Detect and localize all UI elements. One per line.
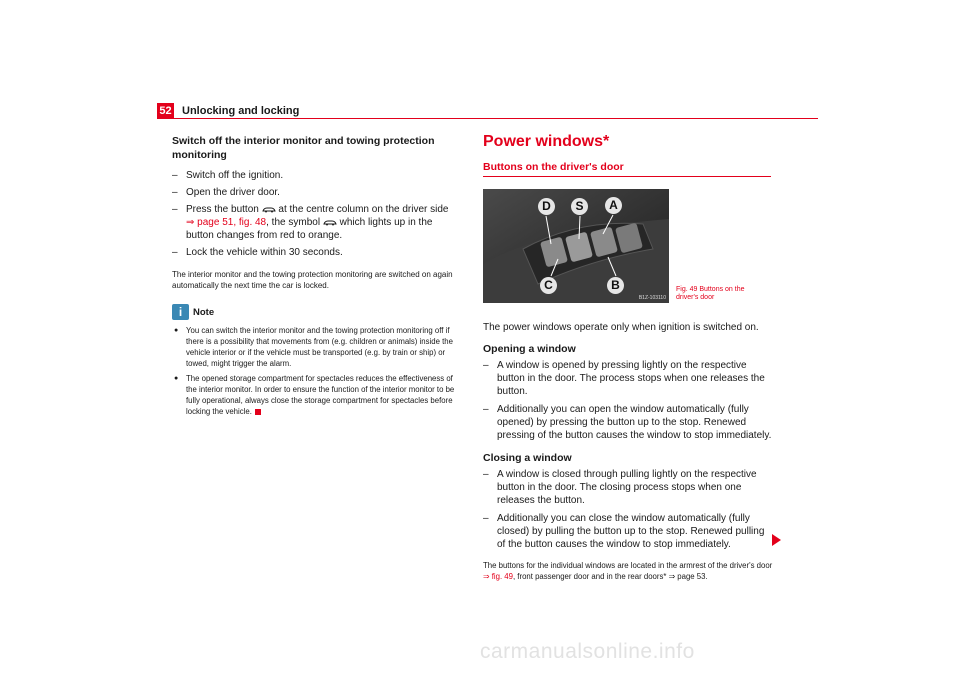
subsection-rule <box>483 176 771 177</box>
arrow-glyph: ⇒ <box>483 572 490 581</box>
next-page-arrow-icon[interactable] <box>772 534 781 546</box>
car-alarm-icon <box>323 219 337 226</box>
label-B: B <box>607 277 624 294</box>
page-53-link[interactable]: page 53. <box>677 572 708 581</box>
closing-heading: Closing a window <box>483 452 572 464</box>
door-buttons-figure <box>483 189 669 303</box>
note-block <box>172 303 462 417</box>
footnote: The buttons for the individual windows are located in the armrest of the driver's door ⇒ fig. 49, front passenger door and in the rear doors* ⇒ page 53. <box>483 561 773 581</box>
list-item: – Additionally you can close the window automatically (fully closed) by pulling the button up to the stop. Renewed pulling of the button causes the window to stop immediately. <box>483 513 765 550</box>
list-item: – Lock the vehicle within 30 seconds. <box>172 247 343 258</box>
note-bullet: ● You can switch the interior monitor and the towing protection monitoring off if there is a possibility that movements from (e.g. children or animals) inside the vehicle interior or if the vehicle must be transported (e.g. by train or ship) or towed, might trigger the alarm. <box>174 326 453 368</box>
label-S: S <box>571 198 588 215</box>
fig-49-link[interactable]: fig. 49 <box>491 572 513 581</box>
car-alarm-icon <box>262 206 276 213</box>
list-item: – Switch off the ignition. <box>172 170 284 181</box>
list-item: – Additionally you can open the window automatically (fully opened) by pressing the button up to the stop. Renewed pressing of the button causes the window to stop immediately. <box>483 404 772 441</box>
info-text: The interior monitor and the towing protection monitoring are switched on again automatically the next time the car is locked. <box>172 270 453 290</box>
list-item: – Press the button at the centre column on the driver side ⇒ page 51, fig. 48, the symbol which lights up in the button changes from red to orange. <box>172 204 449 241</box>
section-title: Power windows* <box>483 133 610 150</box>
opening-heading: Opening a window <box>483 343 576 355</box>
subsection-title: Buttons on the driver's door <box>483 161 624 173</box>
label-D: D <box>538 198 555 215</box>
page-number: 52 <box>157 103 174 119</box>
figure-code: B1Z-103110 <box>638 295 666 301</box>
page-51-link[interactable]: page 51, fig. 48 <box>197 217 267 228</box>
monitor-heading: Switch off the interior monitor and towing protection monitoring <box>172 135 435 161</box>
note-title: Note <box>193 306 215 318</box>
end-marker-icon <box>255 409 261 415</box>
list-item: – A window is opened by pressing lightly on the respective button in the door. The process stops when one releases the button. <box>483 360 765 397</box>
arrow-glyph: ⇒ <box>668 572 676 581</box>
arrow-glyph: ⇒ <box>186 217 195 228</box>
note-bullet: ● The opened storage compartment for spectacles reduces the effectiveness of the interior monitor. In order to ensure the function of the interior monitor to be fully operational, always close the storage compartment for spectacles before locking the vehicle. <box>174 374 455 416</box>
left-column <box>172 134 462 417</box>
label-A: A <box>605 197 622 214</box>
running-title: Unlocking and locking <box>182 105 300 117</box>
watermark: carmanualsonline.info <box>480 640 695 663</box>
header-rule <box>157 118 818 119</box>
info-icon: i <box>172 304 189 320</box>
closing-section <box>483 451 773 551</box>
list-item: – Open the driver door. <box>172 187 280 198</box>
figure-caption: Fig. 49 Buttons on the driver's door <box>676 286 745 301</box>
list-item: – A window is closed through pulling lightly on the respective button in the door. The closing process stops when one releases the button. <box>483 469 757 506</box>
opening-section <box>483 342 773 442</box>
label-C: C <box>540 277 557 294</box>
right-column <box>483 132 771 177</box>
monitor-steps <box>172 169 462 259</box>
intro-text: The power windows operate only when ignition is switched on. <box>483 322 759 333</box>
right-body <box>483 321 773 582</box>
